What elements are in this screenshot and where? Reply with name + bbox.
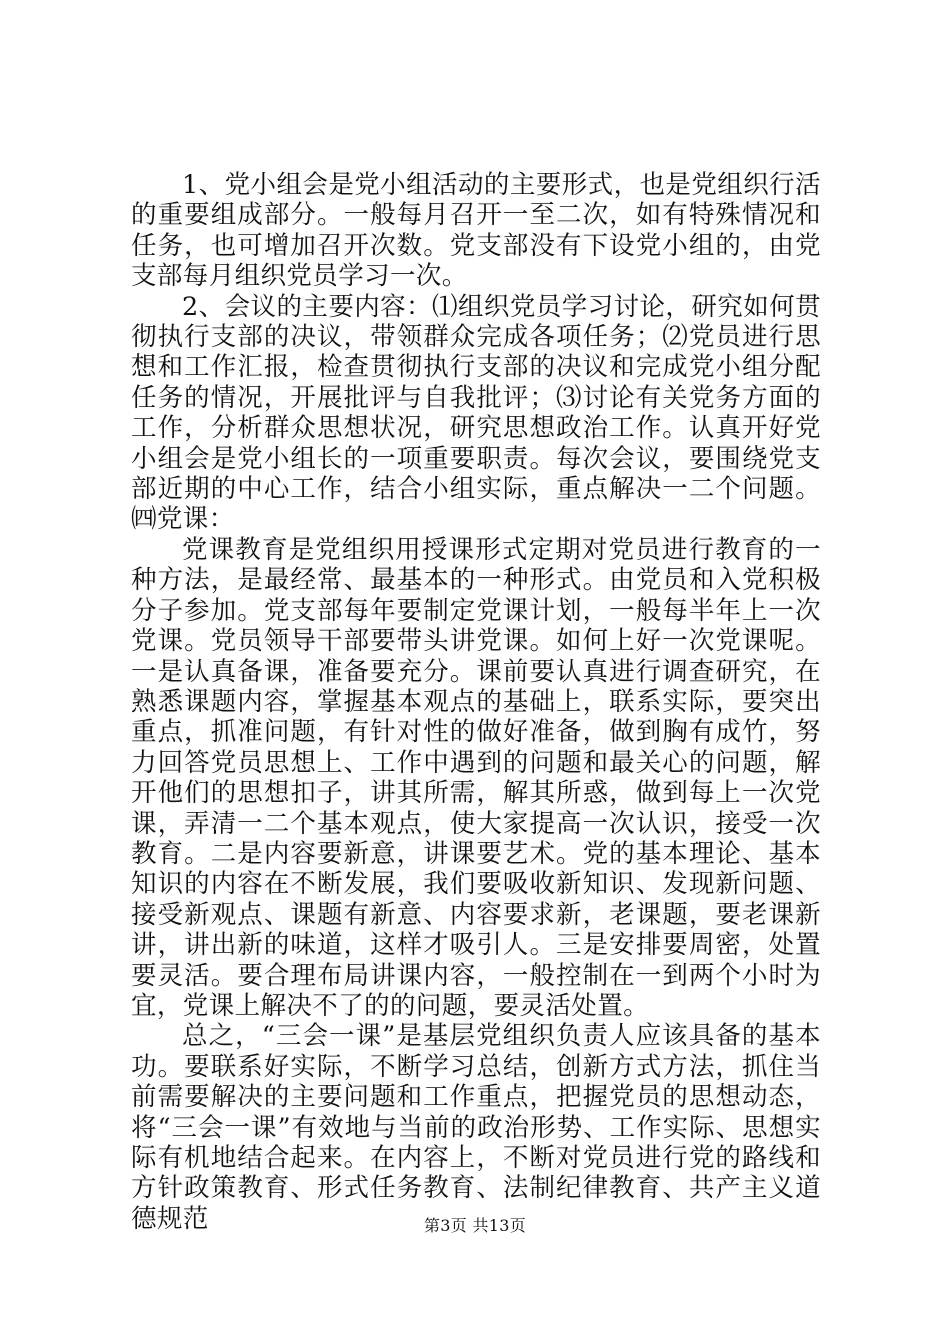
paragraph-party-group-meeting: 1、党小组会是党小组活动的主要形式，也是党组织行活的重要组成部分。一般每月召开一至二次，如有特殊情况和任务，也可增加召开次数。党支部没有下设党小组的，由党支部每月组织党员学习一次。 (131, 170, 821, 292)
paragraph-meeting-content: 2、会议的主要内容：⑴组织党员学习讨论，研究如何贯彻执行支部的决议，带领群众完成各项任务；⑵党员进行思想和工作汇报，检查贯彻执行支部的决议和完成党小组分配任务的情况，开展批评与自我批评；⑶讨论有关党务方面的工作，分析群众思想状况，研究思想政治工作。认真开好党小组会是党小组长的一项重要职责。每次会议，要围绕党支部近期的中心工作，结合小组实际，重点解决一二个问题。㈣党课： (131, 291, 821, 535)
document-body (131, 170, 821, 1234)
paragraph-summary: 总之，“三会一课”是基层党组织负责人应该具备的基本功。要联系好实际，不断学习总结，创新方式方法，抓住当前需要解决的主要问题和工作重点，把握党员的思想动态，将“三会一课”有效地与当前的政治形势、工作实际、思想实际有机地结合起来。在内容上，不断对党员进行党的路线和方针政策教育、形式任务教育、法制纪律教育、共产主义道德规范 (131, 1021, 821, 1234)
page-number-footer: 第3页 共13页 (423, 1216, 527, 1235)
paragraph-party-lecture: 党课教育是党组织用授课形式定期对党员进行教育的一种方法，是最经常、最基本的一种形式。由党员和入党积极分子参加。党支部每年要制定党课计划，一般每半年上一次党课。党员领导干部要带头讲党课。如何上好一次党课呢。一是认真备课，准备要充分。课前要认真进行调查研究，在熟悉课题内容，掌握基本观点的基础上，联系实际，要突出重点，抓准问题，有针对性的做好准备，做到胸有成竹，努力回答党员思想上、工作中遇到的问题和最关心的问题，解开他们的思想扣子，讲其所需，解其所惑，做到每上一次党课，弄清一二个基本观点，使大家提高一次认识，接受一次教育。二是内容要新意，讲课要艺术。党的基本理论、基本知识的内容在不断发展，我们要吸收新知识、发现新问题、接受新观点、课题有新意、内容要求新，老课题，要老课新讲，讲出新的味道，这样才吸引人。三是安排要周密，处置要灵活。要合理布局讲课内容，一般控制在一到两个小时为宜，党课上解决不了的的问题，要灵活处置。 (131, 534, 821, 1021)
